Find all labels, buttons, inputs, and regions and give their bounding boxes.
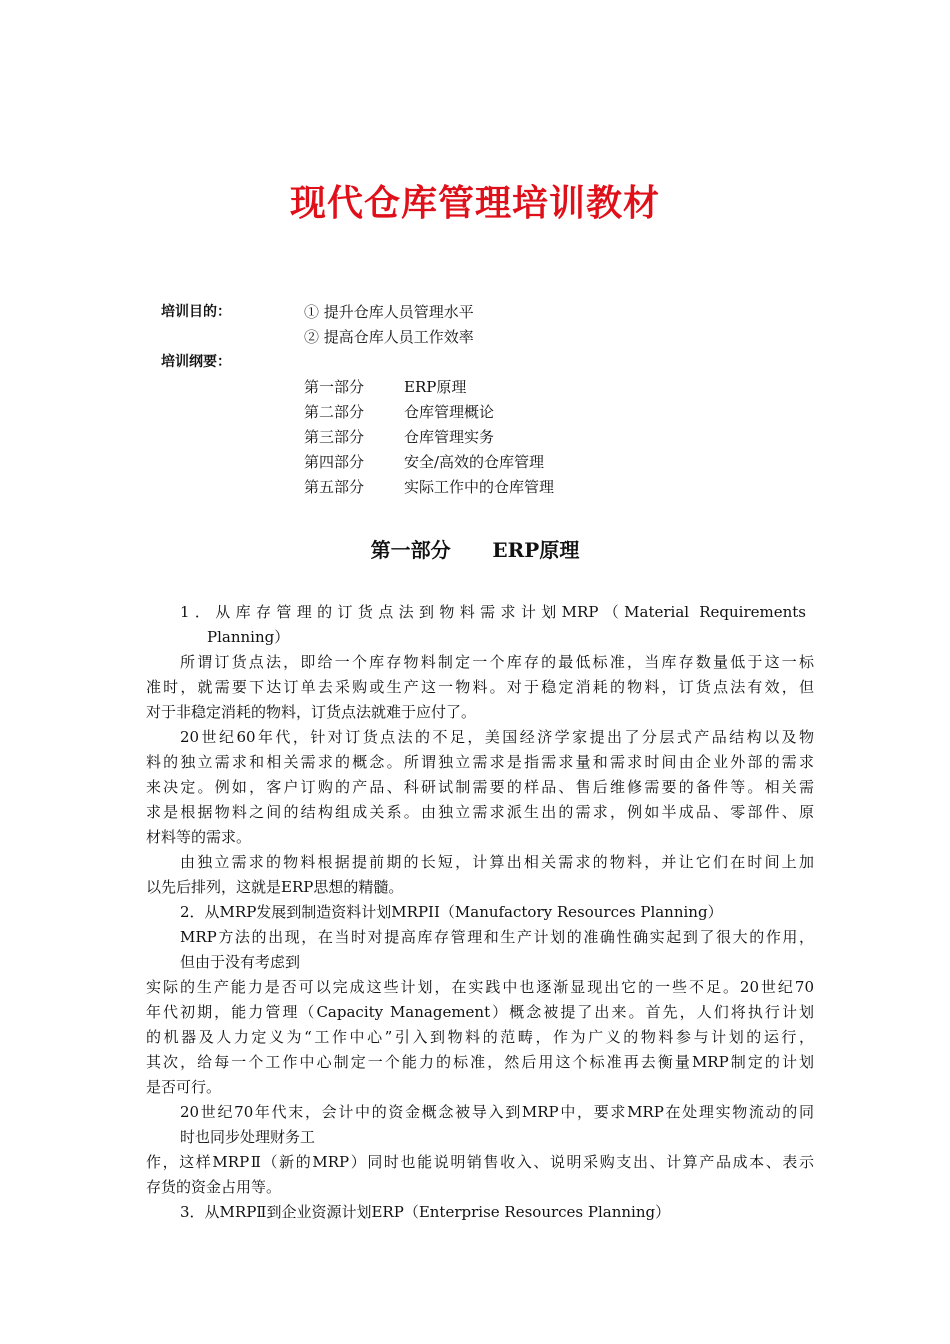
body-line: 是否可行。 (146, 1078, 222, 1096)
outline-item (304, 375, 704, 400)
body-line: 作，这样MRPⅡ（新的MRP）同时也能说明销售收入、说明采购支出、计算产品成本、表示 (146, 1153, 814, 1171)
outline-part: 第三部分 (304, 428, 365, 446)
outline-part: 第五部分 (304, 478, 365, 496)
body-line: 准时，就需要下达订单去采购或生产这一物料。对于稳定消耗的物料，订货点法有效，但 (146, 678, 814, 696)
outline-label: 培训纲要： (161, 354, 231, 370)
outline-name: 实际工作中的仓库管理 (404, 478, 555, 496)
document-title: 现代仓库管理培训教材 (289, 183, 660, 224)
outline-item (304, 400, 704, 425)
objectives-label: 培训目的： (161, 304, 231, 320)
objective-item-1: ① 提升仓库人员管理水平 (304, 303, 474, 321)
body-line: MRP方法的出现，在当时对提高库存管理和生产计划的准确性确实起到了很大的作用， (180, 928, 814, 946)
outline-item (304, 425, 704, 450)
body-line: 料的独立需求和相关需求的概念。所谓独立需求是指需求量和需求时间由企业外部的需求 (146, 753, 814, 771)
outline-part: 第一部分 (304, 378, 365, 396)
objective-item-2: ② 提高仓库人员工作效率 (304, 328, 474, 346)
body-line: 年代初期，能力管理（Capacity Management）概念被提了出来。首先，人们将执行计划 (146, 1003, 814, 1021)
outline-name: 安全/高效的仓库管理 (404, 453, 545, 471)
section-heading: 第一部分 ERP原理 (370, 538, 580, 562)
body-line: 求是根据物料之间的结构组成关系。由独立需求派生出的需求，例如半成品、零部件、原 (146, 803, 814, 821)
body-line: 存货的资金占用等。 (146, 1178, 282, 1196)
body-line: 时也同步处理财务工 (180, 1128, 316, 1146)
outline-name: 仓库管理概论 (404, 403, 495, 421)
body-line: 对于非稳定消耗的物料，订货点法就难于应付了。 (146, 703, 477, 721)
body-line: 但由于没有考虑到 (180, 953, 301, 971)
body-line: 20世纪70年代末，会计中的资金概念被导入到MRP中，要求MRP在处理实物流动的同 (180, 1103, 814, 1121)
outline-part: 第四部分 (304, 453, 365, 471)
body-line: 20世纪60年代，针对订货点法的不足，美国经济学家提出了分层式产品结构以及物 (180, 728, 814, 746)
body-line: 由独立需求的物料根据提前期的长短，计算出相关需求的物料，并让它们在时间上加 (180, 853, 814, 871)
body-line: 的机器及人力定义为“工作中心”引入到物料的范畴，作为广义的物料参与计划的运行， (146, 1028, 814, 1046)
body-line: 其次，给每一个工作中心制定一个能力的标准，然后用这个标准再去衡量MRP制定的计划 (146, 1053, 814, 1071)
body-line: 1．从库存管理的订货点法到物料需求计划MRP（Material Requirements (180, 603, 806, 621)
body-line: Planning） (207, 628, 290, 646)
outline-name: 仓库管理实务 (404, 428, 495, 446)
outline-name: ERP原理 (404, 378, 467, 396)
body-line: 3．从MRPⅡ到企业资源计划ERP（Enterprise Resources Planning） (180, 1203, 671, 1221)
body-line: 2．从MRP发展到制造资料计划MRPII（Manufactory Resources Planning） (180, 903, 723, 921)
outline-part: 第二部分 (304, 403, 365, 421)
body-line: 以先后排列，这就是ERP思想的精髓。 (146, 878, 404, 896)
body-line: 材料等的需求。 (146, 828, 252, 846)
body-line: 来决定。例如，客户订购的产品、科研试制需要的样品、售后维修需要的备件等。相关需 (146, 778, 814, 796)
outline-item (304, 475, 704, 500)
body-line: 所谓订货点法，即给一个库存物料制定一个库存的最低标准，当库存数量低于这一标 (180, 653, 814, 671)
body-line: 实际的生产能力是否可以完成这些计划，在实践中也逐渐显现出它的一些不足。20世纪70 (146, 978, 814, 996)
outline-item (304, 450, 704, 475)
